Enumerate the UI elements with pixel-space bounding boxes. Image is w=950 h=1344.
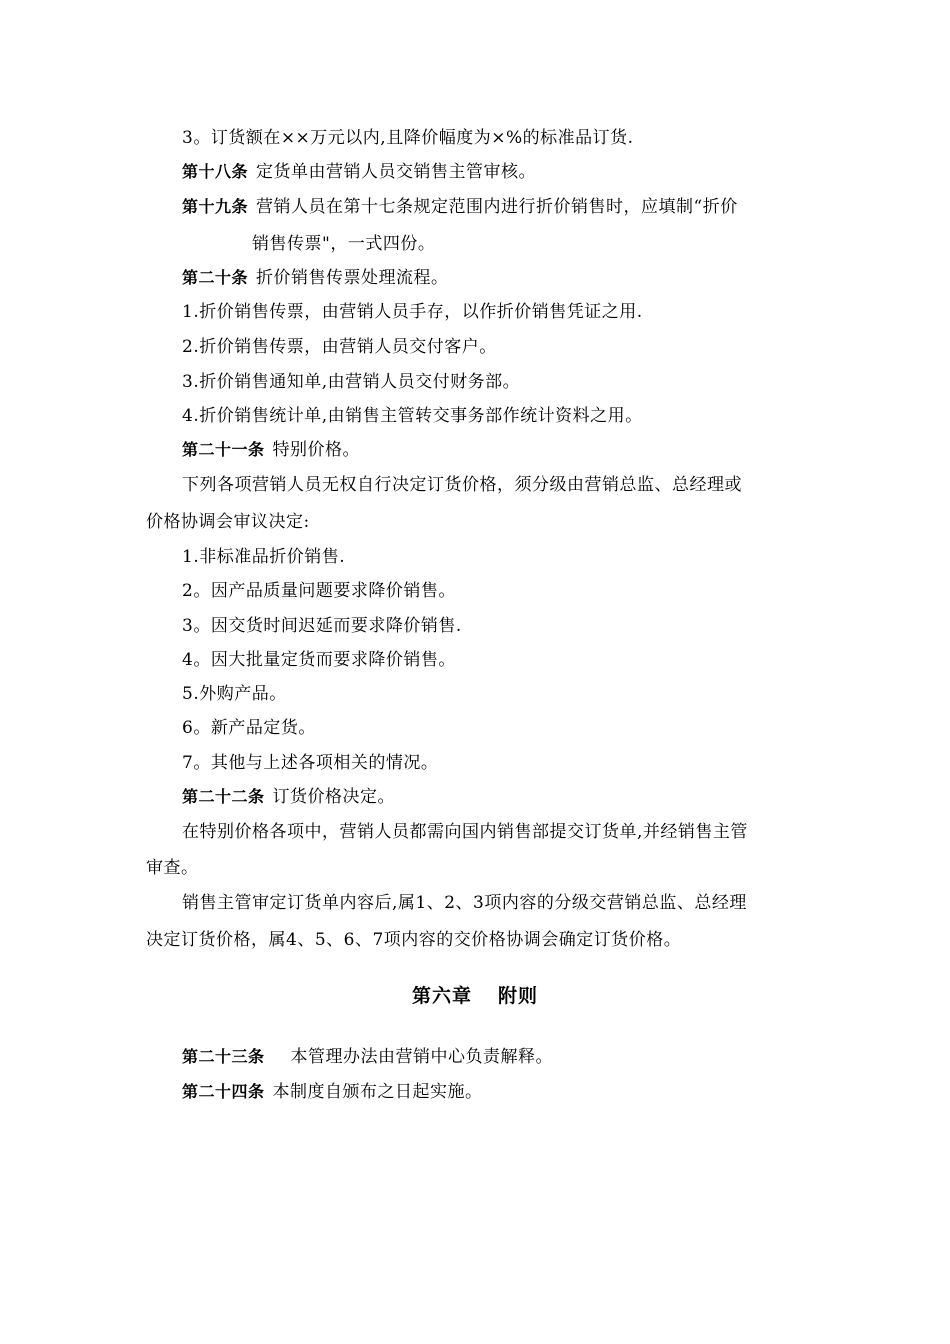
article-text: 特别价格。 [272, 440, 361, 460]
article-21 [146, 438, 846, 462]
chapter-heading [0, 983, 950, 1009]
list-item: 5.外购产品。 [182, 684, 287, 704]
chapter-title: 附则 [498, 985, 539, 1007]
list-item: 1.非标准品折价销售. [182, 547, 346, 567]
list-item: 4.折价销售统计单,由销售主管转交事务部作统计资料之用。 [182, 406, 643, 426]
chapter-number: 第六章 [411, 985, 472, 1007]
list-item: 1.折价销售传票，由营销人员手存，以作折价销售凭证之用. [182, 302, 643, 322]
article-number: 第二十条 [182, 268, 249, 287]
paragraph-line: 下列各项营销人员无权自行决定订货价格，须分级由营销总监、总经理或 [182, 475, 742, 495]
article-24 [146, 1080, 846, 1104]
article-continuation: 销售传票"，一式四份。 [252, 234, 436, 254]
article-18 [146, 160, 846, 184]
article-number: 第十八条 [182, 162, 249, 181]
list-item: 3。因交货时间迟延而要求降价销售. [182, 616, 462, 636]
article-number: 第二十三条 [182, 1047, 265, 1066]
article-number: 第二十二条 [182, 787, 265, 806]
article-text: 订货价格决定。 [272, 787, 396, 807]
article-19 [146, 195, 846, 219]
list-item: 6。新产品定货。 [182, 718, 316, 738]
paragraph-line: 销售主管审定订货单内容后,属1、2、3项内容的分级交营销总监、总经理 [182, 893, 747, 913]
paragraph-line: 价格协调会审议决定: [146, 512, 310, 532]
list-item: 4。因大批量定货而要求降价销售。 [182, 650, 456, 670]
list-item: 2.折价销售传票，由营销人员交付客户。 [182, 337, 497, 357]
list-item: 3。订货额在××万元以内,且降价幅度为×%的标准品订货. [182, 128, 634, 148]
list-item: 3.折价销售通知单,由营销人员交付财务部。 [182, 372, 521, 392]
list-item: 7。其他与上述各项相关的情况。 [182, 753, 439, 773]
article-text: 定货单由营销人员交销售主管审核。 [256, 162, 537, 182]
paragraph-line: 审查。 [146, 858, 199, 878]
article-number: 第二十一条 [182, 440, 265, 459]
article-text: 本管理办法由营销中心负责解释。 [290, 1047, 554, 1067]
article-text: 营销人员在第十七条规定范围内进行折价销售时，应填制“折价 [256, 197, 738, 217]
article-23 [146, 1045, 846, 1069]
paragraph-line: 在特别价格各项中，营销人员都需向国内销售部提交订货单,并经销售主管 [182, 822, 748, 842]
article-22 [146, 785, 846, 809]
article-text: 本制度自颁布之日起实施。 [272, 1082, 483, 1102]
article-number: 第十九条 [182, 197, 249, 216]
paragraph-line: 决定订货价格，属4、5、6、7项内容的交价格协调会确定订货价格。 [146, 930, 682, 950]
article-20 [146, 266, 846, 290]
article-text: 折价销售传票处理流程。 [256, 268, 449, 288]
article-number: 第二十四条 [182, 1082, 265, 1101]
list-item: 2。因产品质量问题要求降价销售。 [182, 581, 456, 601]
